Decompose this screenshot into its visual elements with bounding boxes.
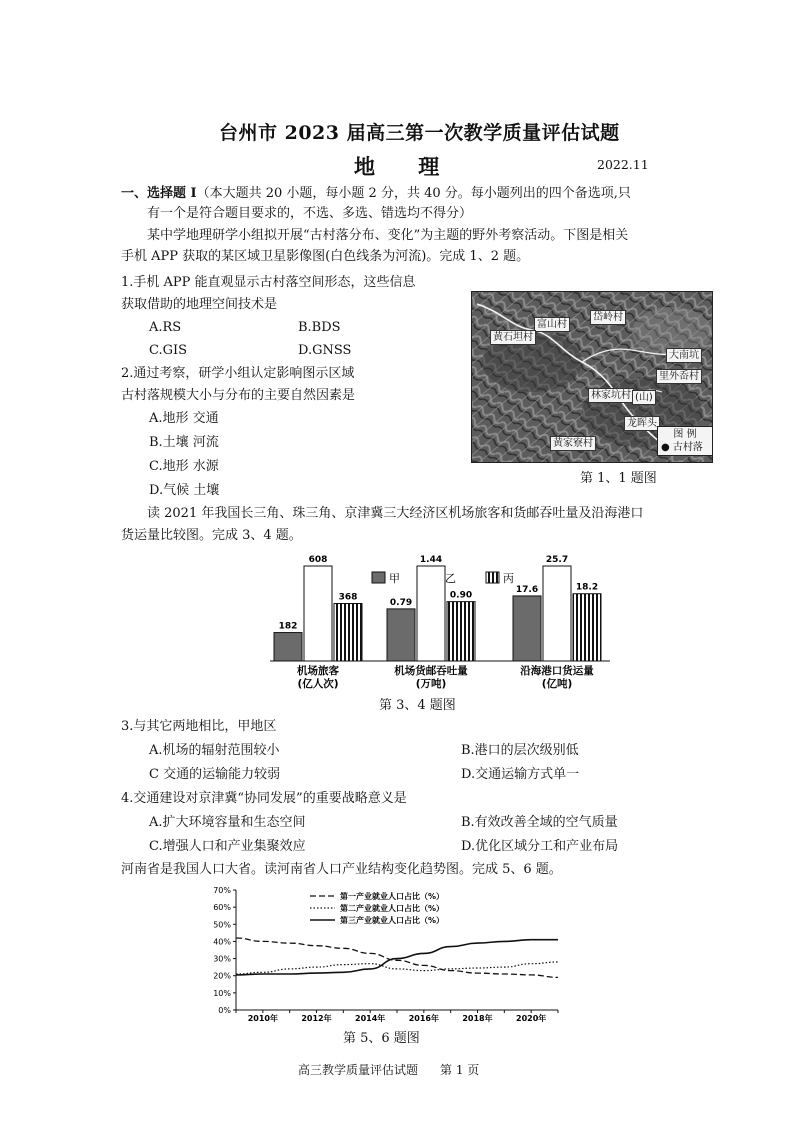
bar-value-label: 25.7	[545, 555, 569, 565]
bar-category-label: 机场旅客	[297, 665, 339, 677]
bar-value-label: 18.2	[575, 582, 599, 593]
legend-label: 乙	[445, 572, 456, 585]
intro-12-line1: 某中学地理研学小组拟开展“古村落分布、变化”为主题的野外考察活动。下图是相关	[147, 228, 629, 243]
legend-swatch-3	[486, 572, 499, 583]
bar	[304, 566, 332, 661]
line-chart-caption: 第 5、6 题图	[343, 1031, 420, 1046]
legend-label: 甲	[389, 572, 400, 585]
footer-text: 高三教学质量评估试题	[298, 1063, 419, 1077]
q1-stem-line2: 获取借助的地理空间技术是	[121, 297, 278, 312]
section-instruction-line1: （本大题共 20 小题，每小题 2 分，共 40 分。每小题列出的四个备选项,只	[196, 186, 631, 201]
exam-date: 2022.11	[597, 157, 649, 172]
bar-value-label: 17.6	[515, 584, 539, 595]
map-label: 大南坑	[666, 348, 702, 363]
x-tick-label: 2012年	[301, 1014, 332, 1023]
series-line-1	[236, 938, 558, 977]
q4-option-c: C.增强人口和产业集聚效应	[149, 839, 306, 854]
bar	[543, 566, 571, 661]
satellite-map	[471, 291, 713, 463]
x-tick-label: 2016年	[408, 1014, 439, 1023]
map-legend	[657, 426, 713, 456]
q2-option-b: B.土壤 河流	[149, 435, 219, 450]
bar	[447, 602, 475, 661]
line-chart	[200, 882, 570, 1028]
map-label: 黄家寮村	[550, 436, 596, 451]
map-caption: 第 1、1 题图	[580, 471, 657, 486]
bar	[573, 594, 601, 661]
y-tick-label: 30%	[213, 954, 231, 964]
x-tick-label: 2018年	[462, 1014, 493, 1023]
map-label: 黄石坦村	[490, 330, 536, 345]
y-tick-label: 40%	[213, 937, 231, 947]
section-heading: 一、选择题 Ⅰ	[121, 186, 197, 201]
y-tick-label: 20%	[213, 971, 231, 981]
exam-title: 台州市 2023 届高三第一次教学质量评估试题	[219, 122, 620, 144]
map-label: 富山村	[534, 317, 570, 332]
q2-stem-line1: 2.通过考察，研学小组认定影响图示区域	[121, 366, 355, 381]
bar	[334, 604, 362, 662]
q1-option-a: A.RS	[149, 320, 182, 335]
bar	[417, 566, 445, 661]
q4-stem: 4.交通建设对京津冀“协同发展”的重要战略意义是	[121, 791, 407, 806]
bar-category-label: 沿海港口货运量	[520, 665, 594, 677]
q4-option-b: B.有效改善全域的空气质量	[461, 815, 618, 830]
y-tick-label: 60%	[213, 903, 231, 913]
x-tick-label: 2010年	[247, 1014, 278, 1023]
q2-option-d: D.气候 土壤	[149, 483, 220, 498]
bar	[513, 596, 541, 661]
bar-category-unit: (亿吨)	[541, 678, 573, 690]
bar	[274, 633, 302, 661]
intro-12-line2: 手机 APP 获取的某区域卫星影像图(白色线条为河流)。完成 1、2 题。	[121, 249, 530, 264]
line-legend-label: 第一产业就业人口占比（%）	[340, 892, 445, 901]
q2-option-a: A.地形 交通	[149, 411, 219, 426]
q3-stem: 3.与其它两地相比，甲地区	[121, 719, 277, 734]
map-label: 岱岭村	[590, 310, 626, 325]
q3-option-b: B.港口的层次级别低	[461, 743, 579, 758]
intro-56: 河南省是我国人口大省。读河南省人口产业结构变化趋势图。完成 5、6 题。	[121, 862, 562, 877]
intro-34-line1: 读 2021 年我国长三角、珠三角、京津冀三大经济区机场旅客和货邮吞吐量及沿海港口	[147, 506, 644, 521]
q1-stem-line1: 1.手机 APP 能直观显示古村落空间形态，这些信息	[121, 275, 416, 290]
series-line-3	[236, 940, 558, 975]
map-legend-title: 图 例	[673, 429, 697, 440]
bar-category-unit: (亿人次)	[297, 678, 339, 690]
y-tick-label: 10%	[213, 988, 231, 998]
bar-value-label: 608	[308, 555, 328, 565]
q2-option-c: C.地形 水源	[149, 459, 219, 474]
bar-category-unit: (万吨)	[415, 678, 447, 690]
map-label: 里外岙村	[656, 369, 702, 384]
village-marker-icon: ●	[661, 442, 670, 453]
bar-chart	[260, 548, 620, 714]
q2-stem-line2: 古村落规模大小与分布的主要自然因素是	[121, 388, 356, 403]
q3-option-c: C 交通的运输能力较弱	[149, 767, 281, 782]
bar-chart-caption: 第 3、4 题图	[379, 698, 456, 713]
section-instructions	[121, 185, 631, 203]
x-tick-label: 2020年	[516, 1014, 547, 1023]
q4-option-a: A.扩大环境容量和生态空间	[149, 815, 306, 830]
legend-swatch-1	[372, 572, 385, 583]
line-legend-label: 第二产业就业人口占比（%）	[340, 904, 445, 913]
y-tick-label: 50%	[213, 920, 231, 930]
q1-option-c: C.GIS	[149, 343, 188, 358]
bar-value-label: 182	[278, 621, 298, 632]
series-line-2	[236, 962, 558, 974]
bar-value-label: 0.79	[389, 597, 413, 608]
map-label: 林家坑村	[588, 388, 634, 403]
q3-option-a: A.机场的辐射范围较小	[149, 743, 280, 758]
subject-title: 地 理	[354, 154, 458, 179]
section-instruction-line2: 有一个是符合题目要求的，不选、多选、错选均不得分）	[147, 206, 473, 221]
line-legend	[310, 891, 444, 925]
q4-option-d: D.优化区域分工和产业布局	[461, 839, 619, 854]
map-label: (山)	[632, 390, 656, 405]
y-tick-label: 0%	[218, 1006, 231, 1015]
bar-category-label: 机场货邮吞吐量	[394, 665, 468, 677]
x-tick-label: 2014年	[355, 1014, 386, 1023]
q3-option-d: D.交通运输方式单一	[461, 767, 580, 782]
q1-option-b: B.BDS	[298, 320, 341, 335]
bar	[387, 609, 415, 661]
map-label: 龙晖头	[624, 416, 660, 431]
footer-page: 第 1 页	[440, 1063, 480, 1077]
intro-34-line2: 货运量比较图。完成 3、4 题。	[121, 528, 302, 543]
bar-value-label: 1.44	[419, 555, 443, 565]
y-tick-label: 70%	[213, 886, 231, 895]
map-legend-item: 古村落	[672, 442, 703, 453]
legend-label: 丙	[503, 572, 514, 585]
q1-option-d: D.GNSS	[298, 343, 352, 358]
line-legend-label: 第三产业就业人口占比（%）	[340, 916, 445, 925]
bar-value-label: 368	[338, 592, 358, 603]
bar-value-label: 0.90	[449, 590, 473, 601]
